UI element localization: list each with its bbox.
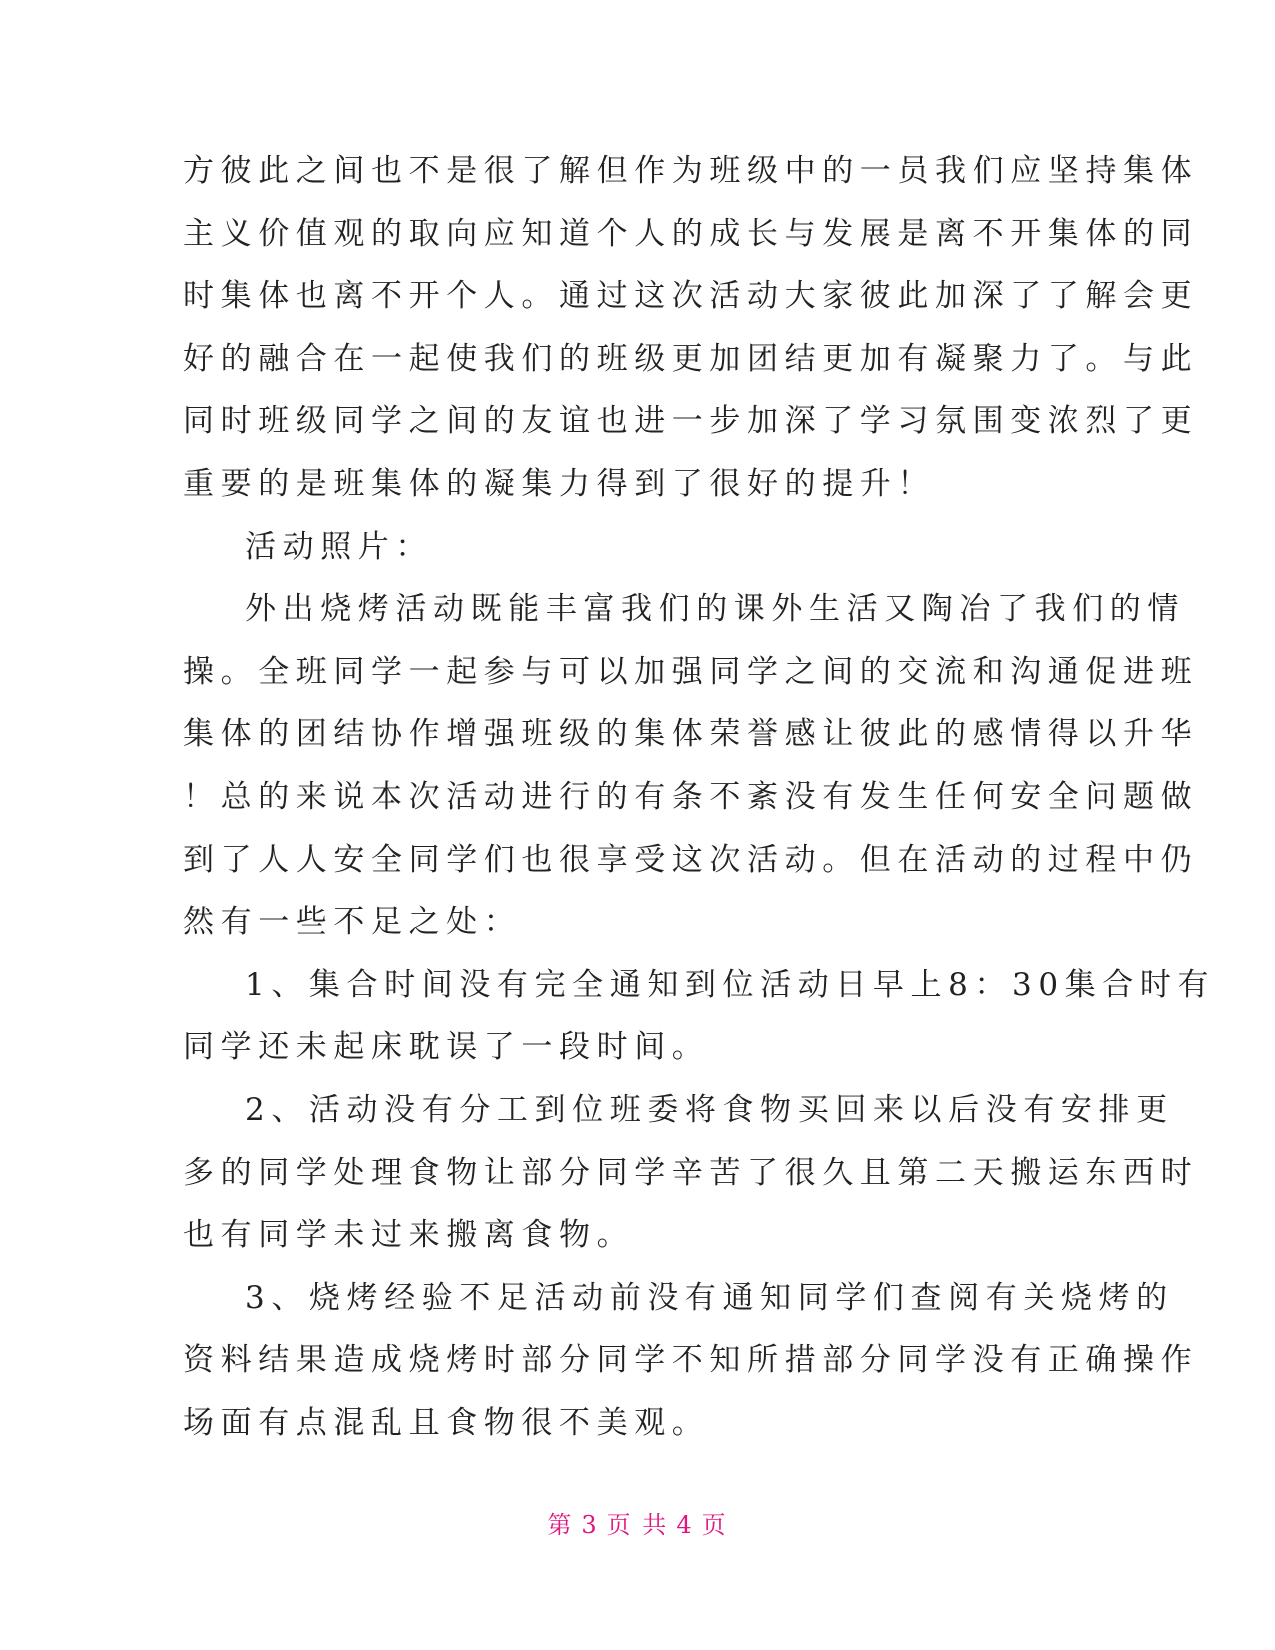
text-line: 好的融合在一起使我们的班级更加团结更加有凝聚力了。与此 (183, 340, 1199, 377)
text-line: 也有同学未过来搬离食物。 (183, 1217, 635, 1254)
footer-suffix: 页 (701, 1511, 728, 1539)
list-item-2-line: 2、活动没有分工到位班委将食物买回来以后没有安排更 (245, 1091, 1174, 1128)
text-line: 到了人人安全同学们也很享受这次活动。但在活动的过程中仍 (183, 841, 1199, 878)
text-line: 时集体也离不开个人。通过这次活动大家彼此加深了了解会更 (183, 278, 1199, 315)
list-item-3-line: 3、烧烤经验不足活动前没有通知同学们查阅有关烧烤的 (245, 1279, 1174, 1316)
text-line: ！总的来说本次活动进行的有条不紊没有发生任何安全问题做 (183, 778, 1199, 815)
text-line: 场面有点混乱且食物很不美观。 (183, 1404, 710, 1441)
list-item-1-line: 1、集合时间没有完全通知到位活动日早上8：30集合时有 (245, 966, 1216, 1003)
text-line: 然有一些不足之处： (183, 904, 522, 941)
page-footer (0, 1505, 1275, 1540)
footer-middle: 页 共 (606, 1511, 669, 1539)
text-line: 集体的团结协作增强班级的集体荣誉感让彼此的感情得以升华 (183, 716, 1199, 753)
current-page-number: 3 (581, 1511, 599, 1539)
text-line: 主义价值观的取向应知道个人的成长与发展是离不开集体的同 (183, 215, 1199, 252)
document-body (183, 140, 1216, 1454)
total-page-number: 4 (676, 1511, 694, 1539)
text-line: 重要的是班集体的凝集力得到了很好的提升！ (183, 465, 935, 502)
text-line: 操。全班同学一起参与可以加强同学之间的交流和沟通促进班 (183, 653, 1199, 690)
text-line: 方彼此之间也不是很了解但作为班级中的一员我们应坚持集体 (183, 153, 1199, 189)
text-line: 同时班级同学之间的友谊也进一步加深了学习氛围变浓烈了更 (183, 403, 1199, 440)
text-line: 资料结果造成烧烤时部分同学不知所措部分同学没有正确操作 (183, 1342, 1199, 1379)
footer-prefix: 第 (547, 1511, 574, 1539)
section-heading: 活动照片： (245, 528, 433, 565)
text-line: 多的同学处理食物让部分同学辛苦了很久且第二天搬运东西时 (183, 1154, 1199, 1191)
text-line: 同学还未起床耽误了一段时间。 (183, 1029, 710, 1066)
paragraph-start-line: 外出烧烤活动既能丰富我们的课外生活又陶冶了我们的情 (245, 591, 1185, 628)
